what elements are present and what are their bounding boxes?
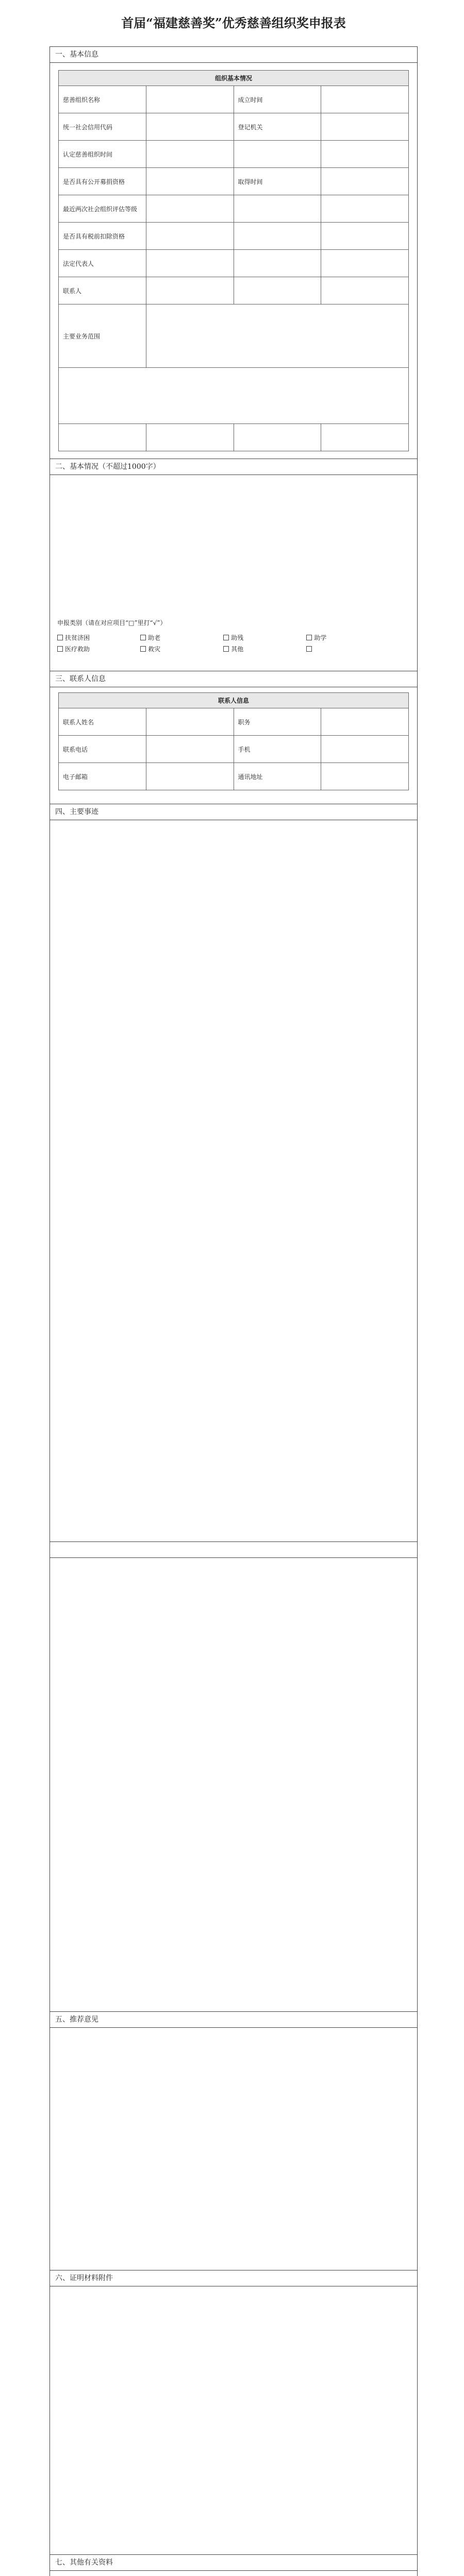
section-recommendation-heading: 五、推荐意见 [49,2012,418,2028]
field-label [234,195,321,223]
table-row [59,168,409,195]
category-option[interactable] [223,632,304,643]
recommendation-word-limit [50,2028,417,2036]
section-basic-info [49,63,418,459]
section-overview [49,475,418,671]
achievement-subheading [50,1288,417,1292]
field-value [146,113,234,141]
table-row [59,141,409,168]
section-basic-info-heading: 一、基本信息 [49,46,418,63]
application-form [49,0,418,2576]
field-value [146,223,234,250]
achievement-subheading [50,1019,417,1023]
table-row [59,113,409,141]
field-label [234,250,321,277]
category-option-label: 救灾 [148,646,161,653]
achievement-paragraph [50,1202,417,1288]
achievement-subheading [50,1109,417,1113]
field-label [59,424,146,451]
checkbox[interactable] [57,646,63,652]
table-row [59,368,409,424]
basic-info-table-title: 组织基本情况 [59,71,409,86]
field-value [146,250,234,277]
section-achievements-heading: 四、主要事迹 [49,804,418,820]
field-value [321,86,409,113]
category-option-label: 助残 [231,634,244,641]
section-overview-heading: 二、基本情况（不超过1000字） [49,459,418,475]
field-value [321,736,409,763]
field-label: 认定慈善组织时间 [59,141,146,168]
overview-paragraph [50,475,417,545]
achievement-subheading [50,1378,417,1382]
attachments-note [50,2286,417,2295]
category-option-label: 其他 [231,646,244,653]
field-label [234,277,321,304]
basic-info-table [58,70,409,451]
table-row [59,223,409,250]
section-recommendation [49,2028,418,2270]
checkbox[interactable] [57,635,63,640]
category-option-label: 扶贫济困 [65,634,90,641]
checkbox[interactable] [306,635,312,640]
field-label [234,424,321,451]
field-label: 法定代表人 [59,250,146,277]
section-other [49,2571,418,2576]
field-label: 取得时间 [234,168,321,195]
table-row [59,424,409,451]
section-attachments [49,2286,418,2555]
table-row [59,277,409,304]
category-option[interactable] [57,643,138,655]
field-value [146,168,234,195]
field-value [146,424,234,451]
achievement-paragraph [50,1113,417,1198]
category-option[interactable] [306,643,387,655]
overview-paragraph [50,545,417,615]
table-row [59,250,409,277]
category-option[interactable] [140,632,221,643]
field-value [146,195,234,223]
other-note [50,2571,417,2576]
field-label: 成立时间 [234,86,321,113]
field-value [321,277,409,304]
achievement-paragraph [50,1023,417,1109]
category-option-label: 助老 [148,634,161,641]
contact-notes [58,790,409,799]
achievement-paragraph [50,875,417,929]
field-label: 登记机关 [234,113,321,141]
field-label: 职务 [234,708,321,736]
field-label: 通讯地址 [234,763,321,790]
field-value [146,277,234,304]
category-option-label: 医疗救助 [65,646,90,653]
checkbox[interactable] [223,635,229,640]
category-option[interactable] [223,643,304,655]
field-label [234,223,321,250]
contact-table-title: 联系人信息 [59,693,409,708]
field-label: 慈善组织名称 [59,86,146,113]
checkbox[interactable] [306,646,312,652]
category-option-label: 助学 [314,634,327,641]
link-list [50,1721,417,1727]
field-value [321,141,409,168]
page-title: 首届“福建慈善奖”优秀慈善组织奖申报表 [121,15,346,30]
section-attachments-heading: 六、证明材料附件 [49,2270,418,2286]
category-label: 申报类别（请在对应项目“□”里打“√”） [57,619,167,626]
section-extra-heading [49,1542,418,1558]
field-value [321,223,409,250]
category-option[interactable] [57,632,138,643]
table-row [59,304,409,368]
section-achievements [49,820,418,1542]
table-row [59,763,409,790]
section-contact-heading: 三、联系人信息 [49,671,418,687]
achievement-subheading [50,929,417,934]
field-label: 手机 [234,736,321,763]
field-label: 联系电话 [59,736,146,763]
field-value [321,195,409,223]
achievement-paragraph [50,820,417,875]
table-row [59,708,409,736]
achievement-paragraph [50,934,417,1019]
achievement-paragraph [50,1382,417,1467]
section-other-heading: 七、其他有关资料 [49,2555,418,2571]
field-label: 电子邮箱 [59,763,146,790]
extra-paragraph [50,1558,417,1721]
field-value [321,763,409,790]
table-row [59,195,409,223]
field-value [146,763,234,790]
field-label: 是否具有公开募捐资格 [59,168,146,195]
field-value [146,141,234,168]
field-value [321,113,409,141]
category-options [50,630,417,660]
achievement-paragraph [50,1292,417,1378]
table-row [59,736,409,763]
field-value [321,250,409,277]
checkbox[interactable] [140,646,146,652]
field-label: 统一社会信用代码 [59,113,146,141]
achievement-subheading [50,1198,417,1202]
checkbox[interactable] [140,635,146,640]
checkbox[interactable] [223,646,229,652]
section-contact [49,687,418,804]
field-label: 是否具有税前扣除资格 [59,223,146,250]
field-label: 主要业务范围 [59,304,146,368]
finance-lines [59,368,409,424]
field-value [146,708,234,736]
field-value [321,168,409,195]
field-label: 联系人 [59,277,146,304]
field-label [234,141,321,168]
field-value [321,708,409,736]
field-label: 最近两次社会组织评估等级 [59,195,146,223]
field-label: 联系人姓名 [59,708,146,736]
table-row [59,86,409,113]
category-option[interactable] [140,643,221,655]
field-value [146,736,234,763]
category-option[interactable] [306,632,387,643]
field-value [146,86,234,113]
business-scope-value [146,304,408,368]
contact-table [58,692,409,790]
field-value [321,424,409,451]
section-extra [49,1558,418,2012]
